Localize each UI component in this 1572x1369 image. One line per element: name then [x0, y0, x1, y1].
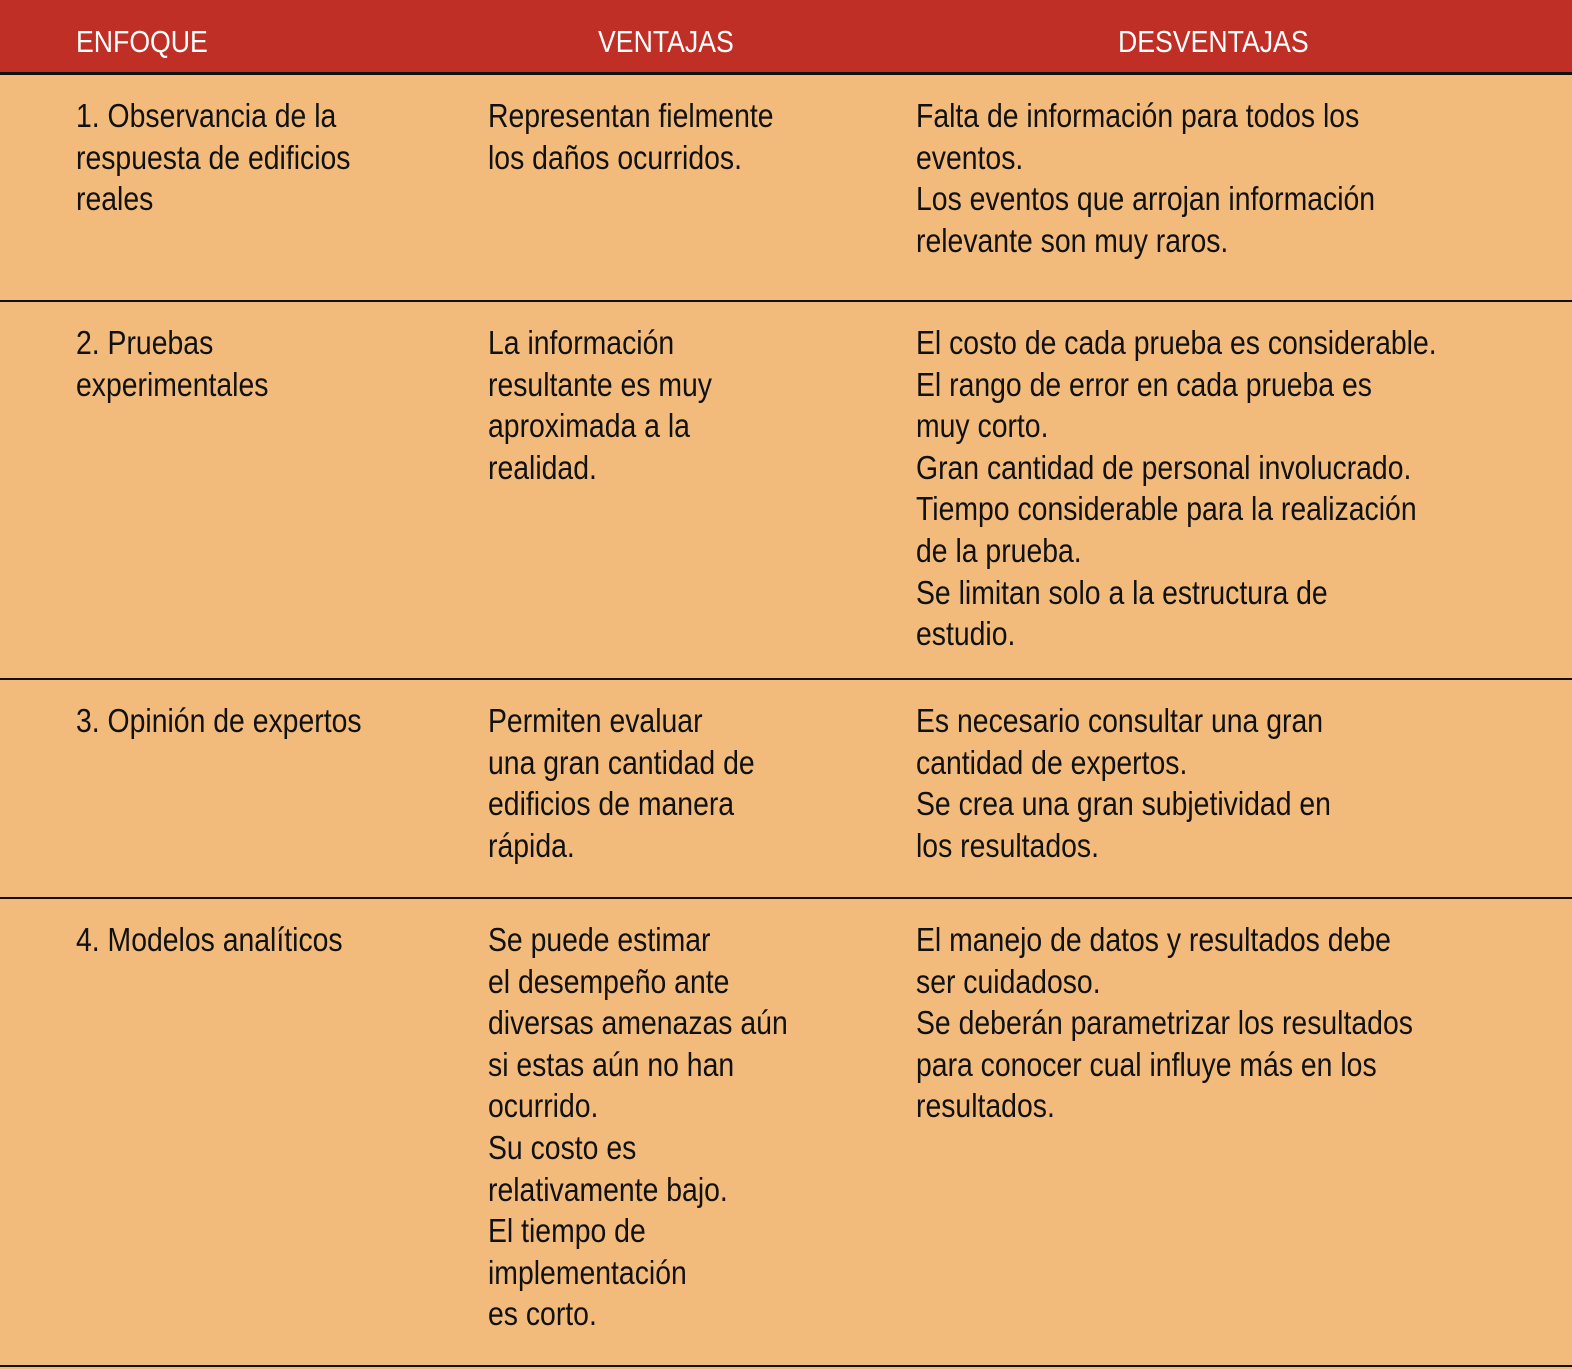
cell-line: Su costo es	[488, 1128, 637, 1166]
cell-line: de la prueba.	[916, 531, 1082, 569]
cell-line: rápida.	[488, 826, 575, 864]
cell-line: 2. Pruebas	[76, 324, 214, 361]
cell-line: relevante son muy raros.	[916, 221, 1229, 259]
cell-line: los resultados.	[916, 826, 1099, 864]
cell-line: muy corto.	[916, 407, 1049, 445]
cell-desventajas	[916, 95, 1375, 261]
cell-line: respuesta de edificios	[76, 138, 351, 176]
cell-desventajas	[916, 700, 1331, 866]
cell-line: 4. Modelos analíticos	[76, 921, 343, 958]
cell-line: 3. Opinión de expertos	[76, 702, 362, 739]
cell-line: estudio.	[916, 615, 1016, 653]
table-header	[0, 0, 1572, 75]
cell-line: Es necesario consultar una gran	[916, 702, 1324, 739]
cell-line: relativamente bajo.	[488, 1170, 728, 1208]
cell-enfoque	[76, 322, 268, 405]
header-desventajas: DESVENTAJAS	[1118, 24, 1309, 59]
table-row	[0, 75, 1572, 302]
cell-ventajas	[488, 919, 788, 1335]
header-enfoque: ENFOQUE	[76, 24, 208, 59]
cell-ventajas	[488, 322, 712, 488]
cell-line: Se limitan solo a la estructura de	[916, 573, 1328, 611]
cell-line: La información	[488, 324, 675, 361]
cell-ventajas	[488, 95, 774, 178]
cell-line: 1. Observancia de la	[76, 97, 337, 134]
cell-line: El tiempo de	[488, 1212, 646, 1250]
cell-desventajas	[916, 322, 1437, 655]
cell-line: Se puede estimar	[488, 921, 711, 958]
cell-line: Representan fielmente	[488, 97, 774, 134]
cell-line: El manejo de datos y resultados debe	[916, 921, 1391, 958]
cell-line: edificios de manera	[488, 785, 735, 823]
cell-line: Permiten evaluar	[488, 702, 703, 739]
cell-line: Gran cantidad de personal involucrado.	[916, 448, 1412, 486]
cell-line: El rango de error en cada prueba es	[916, 365, 1372, 403]
cell-line: resultante es muy	[488, 365, 713, 403]
cell-enfoque	[76, 700, 362, 742]
cell-ventajas	[488, 700, 755, 866]
cell-line: ocurrido.	[488, 1087, 599, 1125]
cell-line: Se deberán parametrizar los resultados	[916, 1004, 1413, 1042]
cell-line: los daños ocurridos.	[488, 138, 742, 176]
cell-enfoque	[76, 919, 343, 961]
cell-line: una gran cantidad de	[488, 743, 755, 781]
cell-line: cantidad de expertos.	[916, 743, 1188, 781]
cell-line: ser cuidadoso.	[916, 962, 1101, 1000]
header-ventajas: VENTAJAS	[598, 24, 734, 59]
cell-line: el desempeño ante	[488, 962, 730, 1000]
table-row	[0, 302, 1572, 680]
cell-line: experimentales	[76, 365, 269, 403]
cell-line: diversas amenazas aún	[488, 1004, 788, 1042]
cell-line: si estas aún no han	[488, 1045, 735, 1083]
cell-line: aproximada a la	[488, 407, 690, 445]
table-row	[0, 899, 1572, 1367]
table-row	[0, 680, 1572, 899]
cell-line: reales	[76, 180, 154, 218]
cell-line: El costo de cada prueba es considerable.	[916, 324, 1437, 361]
cell-line: realidad.	[488, 448, 597, 486]
cell-line: para conocer cual influye más en los	[916, 1045, 1377, 1083]
cell-line: implementación	[488, 1253, 687, 1291]
cell-line: Se crea una gran subjetividad en	[916, 785, 1331, 823]
cell-enfoque	[76, 95, 351, 220]
cell-line: es corto.	[488, 1295, 597, 1333]
cell-line: Falta de información para todos los	[916, 97, 1360, 134]
cell-desventajas	[916, 919, 1413, 1127]
cell-line: eventos.	[916, 138, 1024, 176]
cell-line: Los eventos que arrojan información	[916, 180, 1376, 218]
cell-line: Tiempo considerable para la realización	[916, 490, 1417, 528]
cell-line: resultados.	[916, 1087, 1055, 1125]
